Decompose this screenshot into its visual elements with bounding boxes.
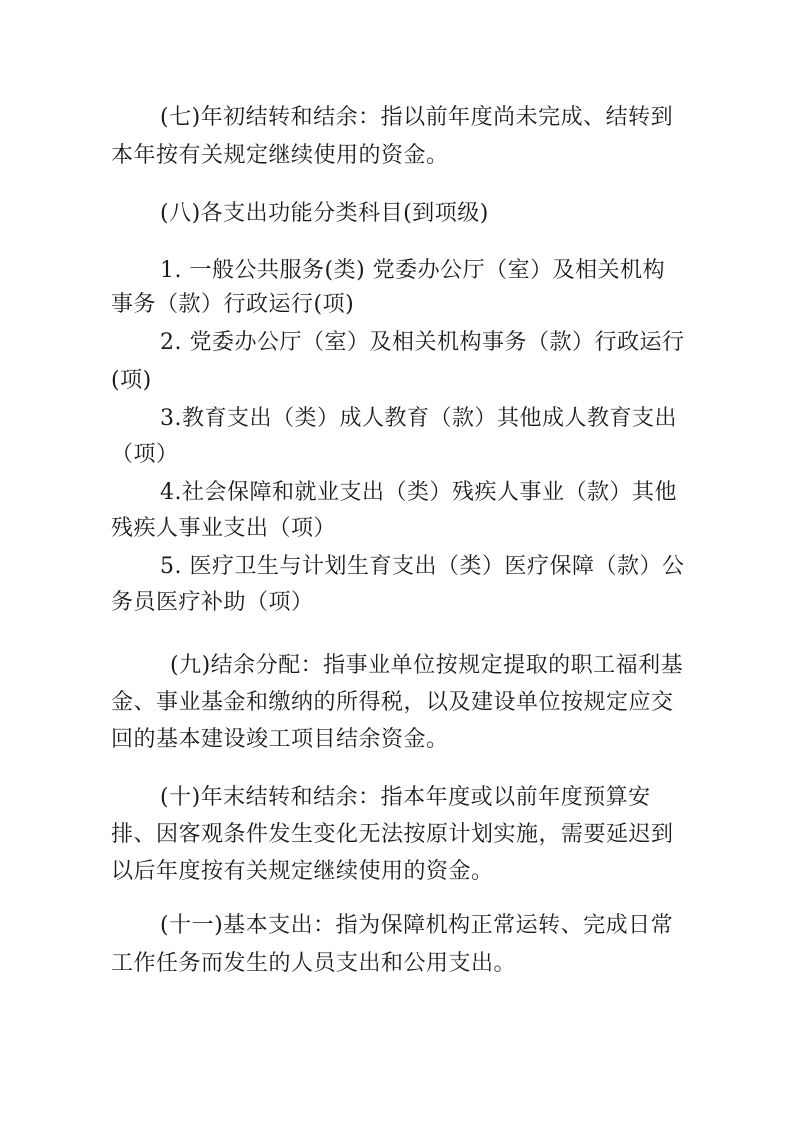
section-11-line-2: 工作任务而发生的人员支出和公用支出。: [111, 951, 517, 976]
section-7-line-2: 本年按有关规定继续使用的资金。: [111, 143, 449, 168]
section-8-item-5-line-2: 务员医疗补助（项）: [111, 590, 314, 615]
section-11-line-1: (十一)基本支出：指为保障机构正常运转、完成日常: [160, 913, 674, 938]
section-8-item-4-line-1: 4.社会保障和就业支出（类）残疾人事业（款）其他: [160, 480, 677, 505]
section-8-item-4-line-2: 残疾人事业支出（项）: [111, 516, 337, 541]
section-8-item-1-line-2: 事务（款）行政运行(项): [111, 292, 355, 317]
section-9-line-2: 金、事业基金和缴纳的所得税，以及建设单位按规定应交: [111, 690, 674, 715]
section-10-line-1: (十)年末结转和结余：指本年度或以前年度预算安: [160, 785, 651, 810]
section-8-item-2-line-2: (项): [111, 368, 152, 393]
section-8-item-2-line-1: 2. 党委办公厅（室）及相关机构事务（款）行政运行: [160, 330, 685, 355]
section-8-item-3-line-1: 3.教育支出（类）成人教育（款）其他成人教育支出: [160, 406, 677, 431]
section-9-line-3: 回的基本建设竣工项目结余资金。: [111, 727, 449, 752]
section-8-heading: (八)各支出功能分类科目(到项级): [160, 201, 489, 226]
section-10-line-3: 以后年度按有关规定继续使用的资金。: [111, 859, 494, 884]
section-8-item-3-line-2: （项）: [111, 442, 179, 467]
section-9-line-1: (九)结余分配：指事业单位按规定提取的职工福利基: [170, 653, 684, 678]
section-8-item-5-line-1: 5. 医疗卫生与计划生育支出（类）医疗保障（款）公: [160, 554, 685, 579]
section-10-line-2: 排、因客观条件发生变化无法按原计划实施，需要延迟到: [111, 822, 674, 847]
section-7-line-1: (七)年初结转和结余：指以前年度尚未完成、结转到: [160, 105, 674, 130]
section-8-item-1-line-1: 1. 一般公共服务(类) 党委办公厅（室）及相关机构: [160, 258, 666, 283]
